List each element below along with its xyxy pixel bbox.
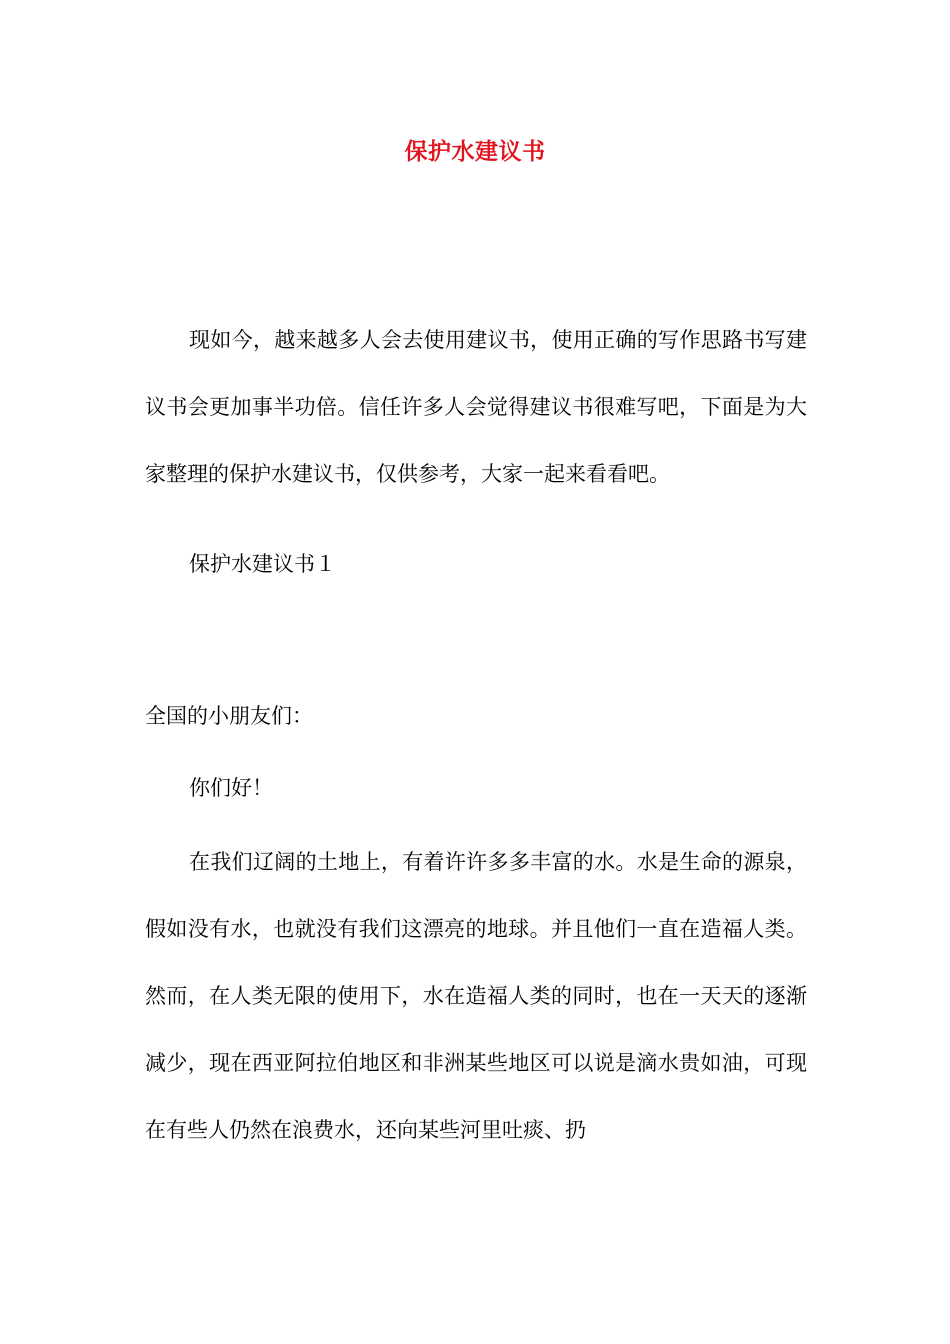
salutation: 全国的小朋友们： [145, 704, 313, 728]
document-title: 保护水建议书 [404, 139, 546, 165]
body-paragraph: 在我们辽阔的土地上，有着许许多多丰富的水。水是生命的源泉，假如没有水，也就没有我们这漂亮的地球。并且他们一直在造福人类。 然而，在人类无限的使用下，水在造福人类的同时，也在一天天的逐渐减少，现在西亚阿拉伯地区和非洲某些地区可以说是滴水贵如油，可现在有些人仍然在浪费水，还向某些河里吐痰、扔 [145, 850, 807, 1142]
greeting: 你们好！ [189, 776, 273, 800]
intro-paragraph: 现如今，越来越多人会去使用建议书，使用正确的写作思路书写建议书会更加事半功倍。信任许多人会觉得建议书很难写吧，下面是为大家整理的保护水建议书，仅供参考，大家一起来看看吧。 [145, 328, 807, 486]
section-heading: 保护水建议书１ [189, 552, 336, 576]
